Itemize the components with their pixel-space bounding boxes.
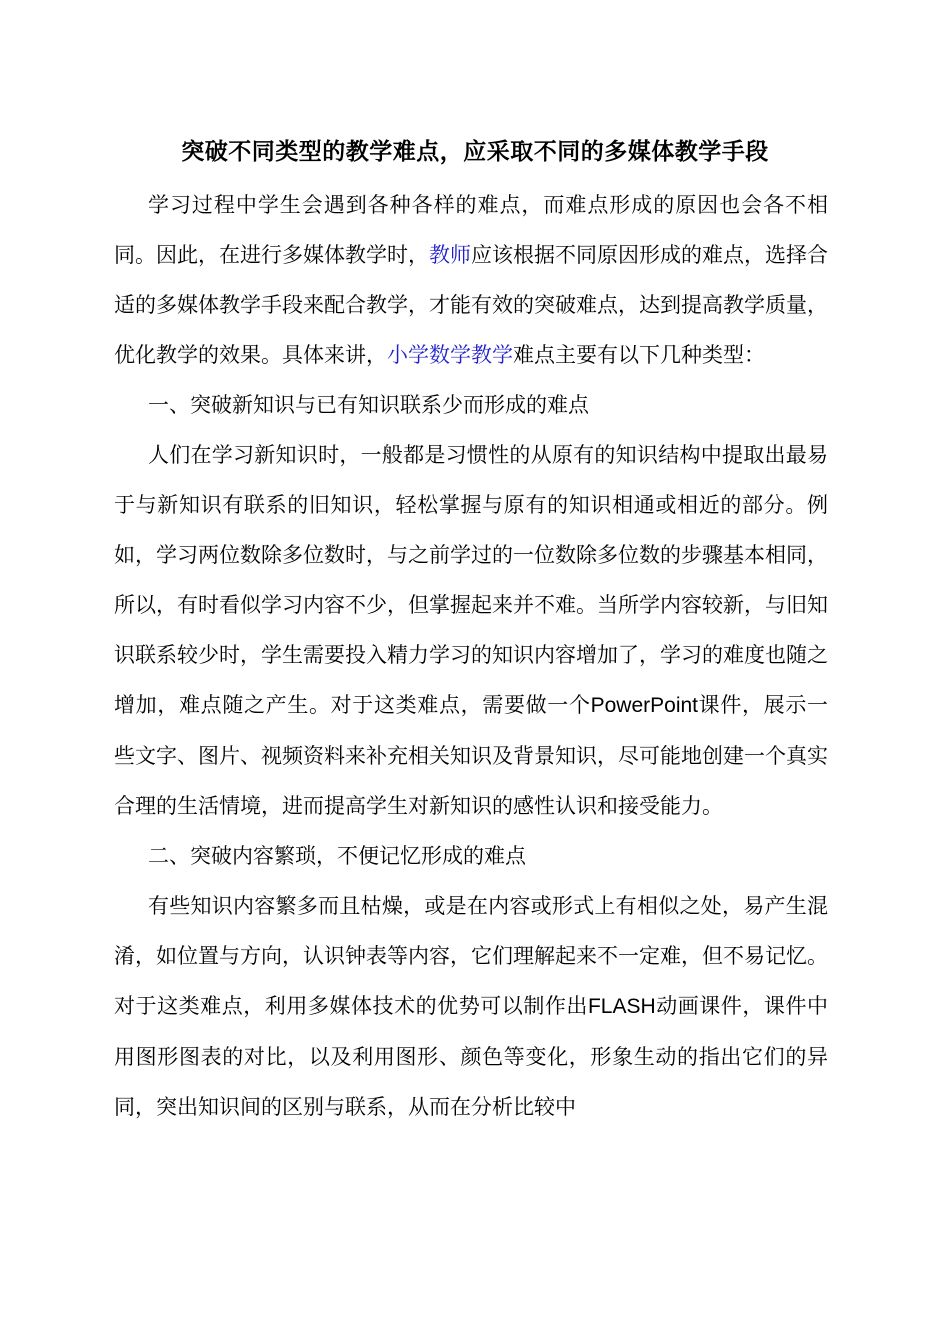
section-1-paragraph — [114, 430, 828, 831]
section-2-paragraph — [114, 881, 828, 1132]
primary-math-teaching-link[interactable]: 小学数学教学 — [387, 343, 513, 367]
document-title: 突破不同类型的教学难点，应采取不同的多媒体教学手段 — [181, 138, 769, 165]
teacher-link[interactable]: 教师 — [429, 243, 471, 267]
intro-paragraph — [114, 180, 828, 380]
intro-text-1: 学习过程中学生会遇到各种各样的难点，而难点形成的原因也会各不相同。因此，在进行多媒体教学时， — [114, 193, 828, 267]
section-heading-2: 二、突破内容繁琐，不便记忆形成的难点 — [148, 844, 526, 868]
document-body — [114, 180, 828, 1132]
section-2-text-1: 有些知识内容繁多而且枯燥，或是在内容或形式上有相似之处，易产生混淆，如位置与方向，认识钟表等内容，它们理解起来不一定难，但不易记忆。对于这类难点，利用多媒体技术的优势可以制作出 — [114, 894, 828, 1018]
section-2-text-2: 动画课件，课件中用图形图表的对比，以及利用图形、颜色等变化，形象生动的指出它们的异同，突出知识间的区别与联系，从而在分析比较中 — [114, 994, 829, 1119]
powerpoint-term: PowerPoint — [590, 694, 699, 717]
section-1-text-2: 课件，展示一些文字、图片、视频资料来补充相关知识及背景知识，尽可能地创建一个真实合理的生活情境，进而提高学生对新知识的感性认识和接受能力。 — [114, 693, 829, 818]
flash-term: FLASH — [587, 995, 656, 1018]
intro-text-2: 应该根据不同原因形成的难点，选择合适的多媒体教学手段来配合教学，才能有效的突破难点，达到提高教学质量，优化教学的效果。具体来讲， — [114, 243, 828, 367]
intro-text-3: 难点主要有以下几种类型： — [513, 343, 765, 367]
section-1-text-1: 人们在学习新知识时，一般都是习惯性的从原有的知识结构中提取出最易于与新知识有联系的旧知识，轻松掌握与原有的知识相通或相近的部分。例如，学习两位数除多位数时，与之前学过的一位数除多位数的步骤基本相同，所以，有时看似学习内容不少，但掌握起来并不难。当所学内容较新，与旧知识联系较少时，学生需要投入精力学习的知识内容增加了，学习的难度也随之增加，难点随之产生。对于这类难点，需要做一个 — [114, 443, 828, 717]
section-heading-1: 一、突破新知识与已有知识联系少而形成的难点 — [148, 393, 589, 417]
